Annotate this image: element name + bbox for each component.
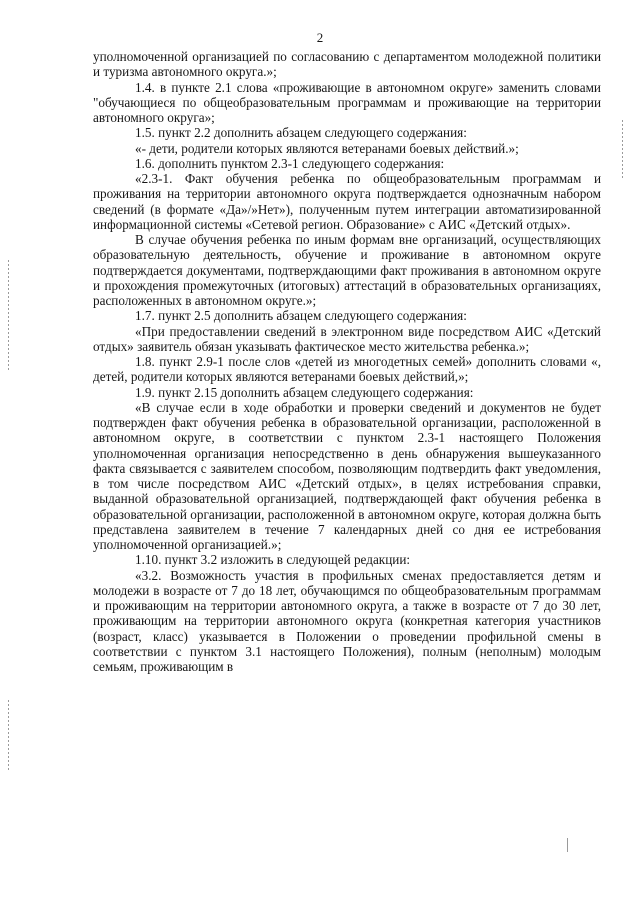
paragraph: «- дети, родители которых являются ветеранами боевых действий.»; <box>135 140 519 156</box>
paragraph: 1.7. пункт 2.5 дополнить абзацем следующего содержания: <box>135 308 467 324</box>
scan-artifact <box>567 838 568 852</box>
paragraph: 1.10. пункт 3.2 изложить в следующей редакции: <box>135 552 411 568</box>
paragraph: 1.9. пункт 2.15 дополнить абзацем следующего содержания: <box>135 384 474 400</box>
paragraph: 1.8. пункт 2.9-1 после слов «детей из многодетных семей» дополнить словами «, детей, родители которых являются ветеранами боевых действий,»; <box>93 354 601 385</box>
scan-artifact <box>8 260 9 370</box>
paragraph: 1.6. дополнить пунктом 2.3-1 следующего содержания: <box>135 155 445 171</box>
paragraph: «При предоставлении сведений в электронном виде посредством АИС «Детский отдых» заявитель обязан указывать фактическое место жительства ребенка.»; <box>93 323 601 354</box>
paragraph: 1.5. пункт 2.2 дополнить абзацем следующего содержания: <box>135 125 467 141</box>
page-number: 2 <box>316 30 324 45</box>
paragraph: 1.4. в пункте 2.1 слова «проживающие в автономном округе» заменить словами "обучающиеся по общеобразовательным программам и проживающие на территории автономного округа»; <box>93 79 601 125</box>
paragraph: В случае обучения ребенка по иным формам вне организаций, осуществляющих образовательную деятельность, обучение и проживание в автономном округе подтверждается документами, подтверждающими факт проживания в автономном округе и прохождения промежуточных (итоговых) аттестаций в образовательных организациях, расположенных в автономном округе.»; <box>93 232 601 308</box>
scan-artifact <box>8 700 9 770</box>
document-body <box>93 49 601 674</box>
paragraph: «3.2. Возможность участия в профильных сменах предоставляется детям и молодежи в возрасте от 7 до 18 лет, обучающимся по общеобразовательным программам и проживающим на территории автономного округа, а также в возрасте от 7 до 30 лет, проживающим на территории автономного округа (конкретная категория участников (возраст, класс) указывается в Положении о проведении профильной смены в соответствии с пунктом 3.1 настоящего Положения), полным (неполным) молодым семьям, проживающим в <box>93 567 601 674</box>
paragraph: «В случае если в ходе обработки и проверки сведений и документов не будет подтвержден факт обучения ребенка в образовательной организации, расположенной в автономном округе, в соответствии с пунктом 2.3-1 настоящего Положения уполномоченная организация непосредственно в день обнаружения вышеуказанного факта связывается с заявителем способом, позволяющим подтвердить факт уведомления, в том числе посредством АИС «Детский отдых», в целях истребования справки, выданной образовательной организацией, подтверждающей факт обучения ребенка в образовательной организации, расположенной в автономном округе, которая должна быть представлена заявителем в течение 7 календарных дней со дня ее истребования уполномоченной организацией.»; <box>93 399 601 552</box>
scan-artifact <box>622 120 623 180</box>
paragraph: «2.3-1. Факт обучения ребенка по общеобразовательным программам и проживания на территории автономного округа подтверждается однозначным набором сведений (в формате «Да»/»Нет»), полученным путем интеграции автоматизированной информационной системы «Сетевой регион. Образование» с АИС «Детский отдых». <box>93 171 601 232</box>
paragraph: уполномоченной организацией по согласованию с департаментом молодежной политики и туризма автономного округа.»; <box>93 49 601 80</box>
